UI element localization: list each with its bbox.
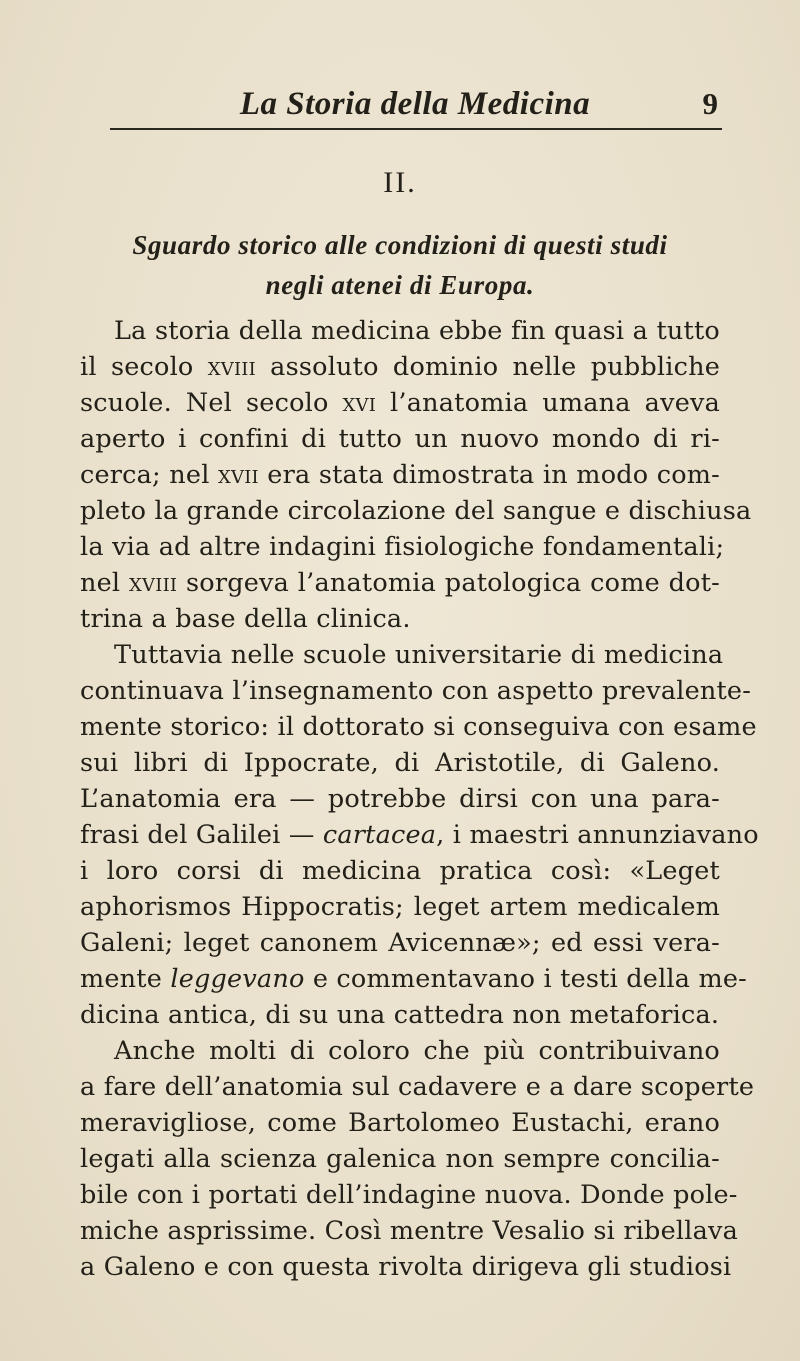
text-line: scuole. Nel secolo xvi l’anatomia umana aveva <box>80 388 720 418</box>
text-line: Galeni; leget canonem Avicennæ»; ed essi vera- <box>80 928 720 958</box>
text-line: dicina antica, di su una cattedra non metaforica. <box>80 1000 720 1030</box>
text-line: aphorismos Hippocratis; leget artem medicalem <box>80 892 720 922</box>
text-line: frasi del Galilei — cartacea, i maestri annunziavano <box>80 820 759 850</box>
text-line: La storia della medicina ebbe fin quasi a tutto <box>114 316 720 346</box>
text-line: mente storico: il dottorato si conseguiva con esame <box>80 712 757 742</box>
section-number: II. <box>383 166 417 199</box>
text-line: sui libri di Ippocrate, di Aristotile, di Galeno. <box>80 748 720 778</box>
section-title-line: Sguardo storico alle condizioni di questi studi <box>132 230 668 260</box>
text-line: Tuttavia nelle scuole universitarie di medicina <box>114 640 724 670</box>
text-line: legati alla scienza galenica non sempre concilia- <box>80 1144 720 1174</box>
header-rule <box>110 128 722 130</box>
text-line: la via ad altre indagini fisiologiche fondamentali; <box>80 532 725 562</box>
text-line: meravigliose, come Bartolomeo Eustachi, erano <box>80 1108 720 1138</box>
text-line: bile con i portati dell’indagine nuova. Donde pole- <box>80 1180 738 1210</box>
text-line: il secolo xviii assoluto dominio nelle pubbliche <box>80 352 720 382</box>
running-head <box>110 86 720 126</box>
text-line: i loro corsi di medicina pratica così: «Leget <box>80 856 720 886</box>
text-line: continuava l’insegnamento con aspetto prevalente- <box>80 676 752 706</box>
text-line: L’anatomia era — potrebbe dirsi con una para- <box>80 784 720 814</box>
text-line: mente leggevano e commentavano i testi della me- <box>80 964 747 994</box>
page-number: 9 <box>702 86 718 121</box>
running-title: La Storia della Medicina <box>239 86 591 122</box>
text-line: cerca; nel xvii era stata dimostrata in modo com- <box>80 460 720 490</box>
text-line: trina a base della clinica. <box>80 604 411 634</box>
text-line: nel xviii sorgeva l’anatomia patologica come dot- <box>80 568 720 598</box>
text-line: aperto i confini di tutto un nuovo mondo di ri- <box>80 424 720 454</box>
text-line: miche asprissime. Così mentre Vesalio si ribellava <box>80 1216 738 1246</box>
text-line: a fare dell’anatomia sul cadavere e a dare scoperte <box>80 1072 755 1102</box>
text-line: a Galeno e con questa rivolta dirigeva gli studiosi <box>80 1252 732 1282</box>
text-line: pleto la grande circolazione del sangue e dischiusa <box>80 496 752 526</box>
section-title-line: negli atenei di Europa. <box>265 270 535 300</box>
text-line: Anche molti di coloro che più contribuivano <box>114 1036 720 1066</box>
